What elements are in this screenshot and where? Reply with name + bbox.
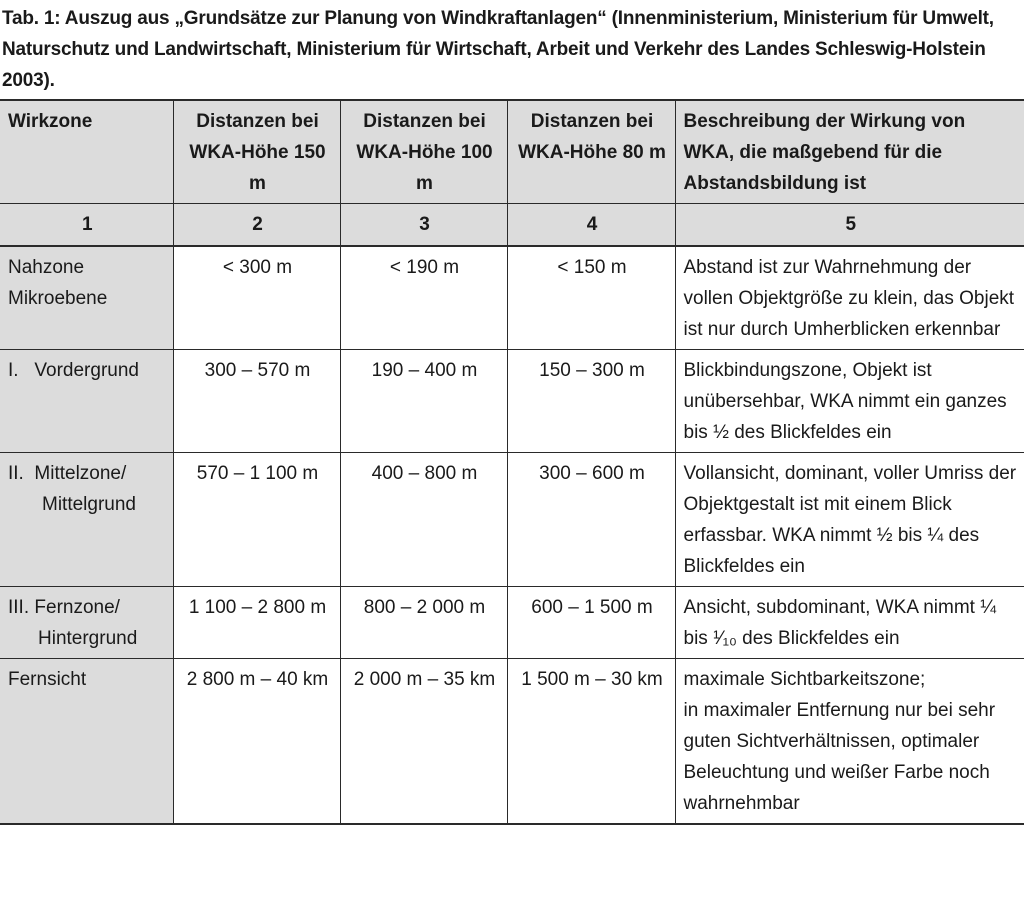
zone-subname: Mittelgrund — [42, 494, 136, 515]
effect-description: Ansicht, subdominant, WKA nimmt ¼ bis ¹⁄₁₀ des Blickfeldes ein — [675, 587, 1024, 659]
column-number: 5 — [675, 204, 1024, 247]
distance-100m: 2 000 m – 35 km — [340, 659, 507, 825]
distance-150m: 1 100 – 2 800 m — [173, 587, 340, 659]
effect-description: maximale Sichtbarkeitszone; in maximaler Entfernung nur bei sehr guten Sichtverhältnissen, optimaler Beleuchtung und weißer Farbe noch wahrnehmbar — [675, 659, 1024, 825]
table-row — [0, 587, 1024, 659]
distance-80m: 300 – 600 m — [507, 453, 675, 587]
zone-subname: Hintergrund — [38, 628, 138, 649]
distance-80m: < 150 m — [507, 246, 675, 350]
zone-cell — [0, 453, 173, 587]
distance-100m: 190 – 400 m — [340, 350, 507, 453]
distance-100m: 800 – 2 000 m — [340, 587, 507, 659]
column-number: 3 — [340, 204, 507, 247]
zone-name: II. Mittelzone/ — [8, 463, 127, 484]
table-row — [0, 659, 1024, 825]
wirkzonen-table — [0, 99, 1024, 825]
header-beschreibung: Beschreibung der Wirkung von WKA, die maßgebend für die Abstandsbildung ist — [675, 100, 1024, 204]
distance-80m: 1 500 m – 30 km — [507, 659, 675, 825]
header-distanz-100m: Distanzen bei WKA-Höhe 100 m — [340, 100, 507, 204]
table-row — [0, 453, 1024, 587]
effect-description: Vollansicht, dominant, voller Umriss der Objektgestalt ist mit einem Blick erfassbar. WKA nimmt ½ bis ¼ des Blickfeldes ein — [675, 453, 1024, 587]
zone-name: Fernsicht — [8, 669, 87, 690]
zone-cell — [0, 350, 173, 453]
column-number: 2 — [173, 204, 340, 247]
zone-name: III. Fernzone/ — [8, 597, 120, 618]
zone-cell — [0, 659, 173, 825]
zone-cell — [0, 246, 173, 350]
effect-description: Blickbindungszone, Objekt ist unübersehbar, WKA nimmt ein ganzes bis ½ des Blickfeldes ein — [675, 350, 1024, 453]
distance-150m: 2 800 m – 40 km — [173, 659, 340, 825]
distance-80m: 600 – 1 500 m — [507, 587, 675, 659]
zone-subname: Mikroebene — [8, 288, 108, 309]
distance-100m: < 190 m — [340, 246, 507, 350]
column-number: 4 — [507, 204, 675, 247]
distance-100m: 400 – 800 m — [340, 453, 507, 587]
column-number-row — [0, 204, 1024, 247]
distance-150m: 570 – 1 100 m — [173, 453, 340, 587]
distance-150m: < 300 m — [173, 246, 340, 350]
distance-150m: 300 – 570 m — [173, 350, 340, 453]
zone-name: Nahzone — [8, 257, 85, 278]
zone-cell — [0, 587, 173, 659]
zone-name: I. Vordergrund — [8, 360, 139, 381]
distance-80m: 150 – 300 m — [507, 350, 675, 453]
column-number: 1 — [0, 204, 173, 247]
header-wirkzone: Wirkzone — [0, 100, 173, 204]
header-distanz-80m: Distanzen bei WKA-Höhe 80 m — [507, 100, 675, 204]
table-header-row — [0, 100, 1024, 204]
header-distanz-150m: Distanzen bei WKA-Höhe 150 m — [173, 100, 340, 204]
table-caption: Tab. 1: Auszug aus „Grundsätze zur Planung von Windkraftanlagen“ (Innenministerium, Ministerium für Umwelt, Naturschutz und Landwirtschaft, Ministerium für Wirtschaft, Arbeit und Verkehr des Landes Schleswig-Holstein 2003). — [2, 8, 994, 91]
table-row — [0, 246, 1024, 350]
table-row — [0, 350, 1024, 453]
effect-description: Abstand ist zur Wahrnehmung der vollen Objektgröße zu klein, das Objekt ist nur durch Umherblicken erkennbar — [675, 246, 1024, 350]
